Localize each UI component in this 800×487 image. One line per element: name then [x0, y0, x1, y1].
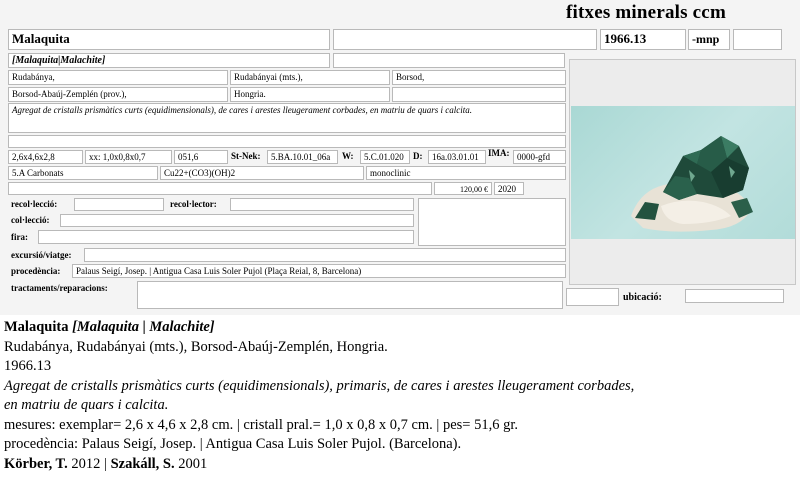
summary-block: [4, 318, 800, 474]
malachite-specimen-image: [571, 106, 795, 239]
price-field[interactable]: 120,00 €: [434, 182, 492, 195]
locality-area-field[interactable]: Rudabányai (mts.),: [230, 70, 390, 85]
crystal-size-field[interactable]: xx: 1,0x0,8x0,7: [85, 150, 172, 164]
locality-province-field[interactable]: Borsod-Abaúj-Zemplén (prov.),: [8, 87, 228, 102]
recol-leccio-label: recol·lecció:: [11, 199, 58, 209]
ubicacio-label: ubicació:: [623, 292, 662, 303]
colleccio-field[interactable]: [60, 214, 414, 227]
description-extra-field[interactable]: [8, 135, 566, 148]
catalog-extra-field[interactable]: [733, 29, 782, 50]
price-extra-field[interactable]: [8, 182, 432, 195]
summary-measures: mesures: exemplar= 2,6 x 4,6 x 2,8 cm. | cristall pral.= 1,0 x 0,8 x 0,7 cm. | pes= 51,6 gr.: [4, 416, 518, 433]
ima-label: IMA:: [488, 148, 510, 158]
year-field[interactable]: 2020: [494, 182, 524, 195]
ref2-author: Szakáll, S.: [110, 455, 175, 472]
summary-name: Malaquita: [4, 319, 69, 335]
tractaments-field[interactable]: [137, 281, 563, 309]
catalog-suffix-field[interactable]: -mnp: [688, 29, 730, 50]
synonyms-field[interactable]: [Malaquita|Malachite]: [8, 53, 330, 68]
summary-procedencia: procedència: Palaus Seigí, Josep. | Antigua Casa Luis Soler Pujol. (Barcelona).: [4, 436, 462, 452]
catalog-number-field[interactable]: 1966.13: [600, 29, 686, 50]
summary-title-line: [4, 318, 800, 338]
w-field[interactable]: 5.C.01.020: [360, 150, 410, 164]
excursio-label: excursió/viatge:: [11, 250, 72, 260]
ref1-author: Körber, T.: [4, 455, 68, 472]
name-field[interactable]: Malaquita: [8, 29, 330, 50]
summary-catalog: 1966.13: [4, 358, 52, 374]
brand-title: fitxes minerals ccm: [566, 2, 726, 23]
dimensions-field[interactable]: 2,6x4,6x2,8: [8, 150, 83, 164]
summary-synonyms: [Malaquita | Malachite]: [72, 319, 215, 335]
fira-label: fira:: [11, 232, 28, 242]
summary-locality: Rudabánya, Rudabányai (mts.), Borsod-Abaúj-Zemplén, Hongria.: [4, 338, 388, 355]
locality-country-field[interactable]: Hongria.: [230, 87, 390, 102]
summary-description-2: en matriu de quars i calcita.: [4, 397, 169, 413]
ima-field[interactable]: 0000-gfd: [513, 150, 566, 164]
specimen-photo[interactable]: [571, 106, 795, 239]
colleccio-label: col·lecció:: [11, 215, 50, 225]
name-extra-field[interactable]: [333, 29, 597, 50]
system-field[interactable]: monoclinic: [366, 166, 566, 180]
ref2-year: 2001: [178, 455, 208, 472]
procedencia-label: procedència:: [11, 266, 61, 276]
summary-references: [4, 455, 800, 475]
locality-place-field[interactable]: Rudabánya,: [8, 70, 228, 85]
notes-box[interactable]: [418, 198, 566, 246]
recol-lector-label: recol·lector:: [170, 199, 217, 209]
stnek-field[interactable]: 5.BA.10.01_06a: [267, 150, 338, 164]
description-field[interactable]: Agregat de cristalls prismàtics curts (equidimensionals), de cares i arestes lleugerament corbades, en matriu de quars i calcita.: [8, 103, 566, 133]
excursio-field[interactable]: [84, 248, 566, 262]
locality-extra-field[interactable]: [392, 87, 566, 102]
ubicacio-extra-field[interactable]: [566, 288, 619, 306]
summary-description-1: Agregat de cristalls prismàtics curts (equidimensionals), primaris, de cares i arestes lleugerament corbades,: [4, 377, 635, 394]
fira-field[interactable]: [38, 230, 414, 244]
formula-field[interactable]: Cu22+(CO3)(OH)2: [160, 166, 364, 180]
w-label: W:: [342, 151, 354, 161]
class-field[interactable]: 5.A Carbonats: [8, 166, 158, 180]
weight-field[interactable]: 051,6: [174, 150, 228, 164]
procedencia-field[interactable]: Palaus Seigí, Josep. | Antigua Casa Luis Soler Pujol (Plaça Reial, 8, Barcelona): [72, 264, 566, 278]
synonyms-extra-field[interactable]: [333, 53, 565, 68]
ref1-year: 2012: [71, 455, 101, 472]
tractaments-label: tractaments/reparacions:: [11, 283, 108, 293]
ubicacio-field[interactable]: [685, 289, 784, 303]
d-field[interactable]: 16a.03.01.01: [428, 150, 486, 164]
ref-separator: |: [104, 455, 107, 472]
recol-lector-field[interactable]: [230, 198, 414, 211]
stnek-label: St-Nek:: [231, 151, 261, 161]
recol-leccio-field[interactable]: [74, 198, 164, 211]
locality-region-field[interactable]: Borsod,: [392, 70, 566, 85]
d-label: D:: [413, 151, 423, 161]
